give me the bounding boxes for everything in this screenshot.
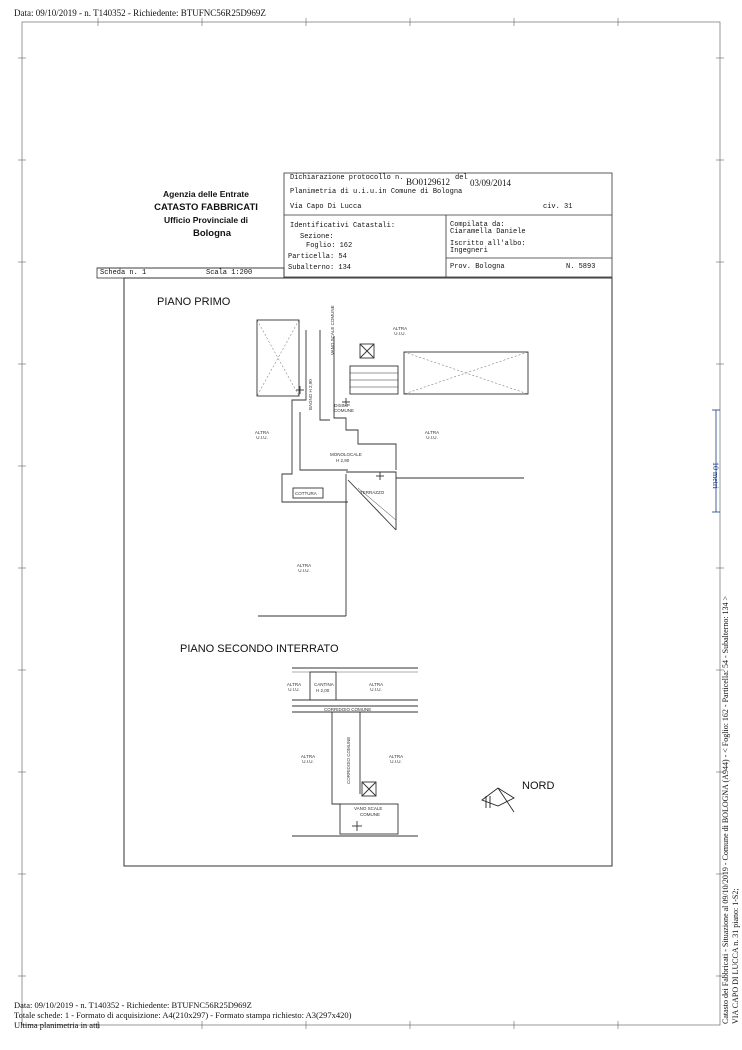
subalterno-field: Subalterno: 134 <box>288 264 352 272</box>
side-note-line-1: Catasto dei Fabbricati - Situazione al 09/10/2019 - Comune di BOLOGNA (A944) - < Foglio: 162 - Particella: 54 - Subalterno: 134 > <box>721 595 730 1024</box>
protocol-label: Dichiarazione protocollo n. <box>290 174 404 182</box>
room-label-altra-8: ALTRA U.I.U. <box>388 754 404 764</box>
side-note <box>721 596 741 1024</box>
room-label-monolocale: MONOLOCALE <box>330 452 362 457</box>
footer-line-3: Ultima planimetria in atti <box>14 1020 101 1030</box>
compiled-by-label: Compilata da: <box>450 221 505 229</box>
foglio-field: Foglio: 162 <box>306 242 353 250</box>
room-label-bagno: BAGNO H 2,90 <box>308 379 313 410</box>
piano-secondo-title: PIANO SECONDO INTERRATO <box>180 643 339 655</box>
room-label-altra-1: ALTRA U.I.U. <box>392 326 408 336</box>
room-label-cottura: COTTURA <box>295 491 317 496</box>
north-arrow-icon <box>482 788 514 812</box>
sezione-field: Sezione: <box>300 233 334 241</box>
protocol-number: BO0129612 <box>406 177 451 187</box>
room-label-terrazzo: TERRAZZO <box>360 490 385 495</box>
registry-label: Iscritto all'albo: <box>450 240 526 248</box>
side-note-line-2: VIA CAPO DI LUCCA n. 31 piano: 1-S2; <box>731 888 740 1024</box>
registry-value: Ingegneri <box>450 247 488 255</box>
particella-field: Particella: 54 <box>288 253 347 261</box>
room-label-corridoio: CORRIDOIO COMUNE <box>324 707 372 712</box>
province-name: Bologna <box>193 228 231 239</box>
room-label-vano-scale-2: VANO SCALE <box>354 806 383 811</box>
nord-label: NORD <box>522 780 555 792</box>
room-label-monolocale-h: H 2,90 <box>336 458 350 463</box>
registration-number: N. 5893 <box>566 263 596 271</box>
civic-number: civ. 31 <box>543 203 573 211</box>
top-request-note: Data: 09/10/2019 - n. T140352 - Richiedente: BTUFNC56R25D969Z <box>14 8 266 18</box>
room-label-comune: COMUNE <box>360 812 380 817</box>
scale-bar-label: 10 metri <box>711 462 720 489</box>
room-label-cantina: CANTINA <box>314 682 334 687</box>
identifiers-title: Identificativi Catastali: <box>290 222 396 230</box>
agency-name: Agenzia delle Entrate <box>163 189 249 199</box>
room-label-altra-3: ALTRA U.I.U. <box>424 430 440 440</box>
scheda-label: Scheda n. 1 <box>100 269 147 277</box>
province-field: Prov. Bologna <box>450 263 505 271</box>
room-label-altra-7: ALTRA U.I.U. <box>300 754 316 764</box>
piano-primo-title: PIANO PRIMO <box>157 296 231 308</box>
footer-line-2: Totale schede: 1 - Formato di acquisizione: A4(210x297) - Formato stampa richiesto: A3(297x420) <box>14 1010 352 1020</box>
del-label: del <box>455 174 468 182</box>
plan-label: Planimetria di u.i.u.in Comune di Bologna <box>290 188 463 196</box>
catasto-title: CATASTO FABBRICATI <box>154 202 258 213</box>
room-label-altra-5: ALTRA U.I.U. <box>286 682 302 692</box>
room-label-cantina-h: H 2,00 <box>316 688 330 693</box>
agency-block <box>136 188 276 241</box>
room-label-disimp: DISIMP COMUNE <box>334 403 354 413</box>
room-label-altra-2: ALTRA U.I.U. <box>254 430 270 440</box>
address: Via Capo Di Lucca <box>290 203 362 211</box>
ufficio-label: Ufficio Provinciale di <box>163 215 249 225</box>
declaration-date: 03/09/2014 <box>470 178 512 188</box>
room-label-corridoio-vertical: CORRIDOIO COMUNE <box>346 736 351 784</box>
footer <box>14 1000 351 1030</box>
compiler-name: Ciaramella Daniele <box>450 228 526 236</box>
footer-line-1: Data: 09/10/2019 - n. T140352 - Richiedente: BTUFNC56R25D969Z <box>14 1000 252 1010</box>
scala-label: Scala 1:200 <box>206 269 253 277</box>
room-label-altra-6: ALTRA U.I.U. <box>368 682 384 692</box>
room-label-vano-scale: VANO SCALE COMUNE <box>330 305 335 355</box>
room-label-altra-4: ALTRA U.I.U. <box>296 563 312 573</box>
